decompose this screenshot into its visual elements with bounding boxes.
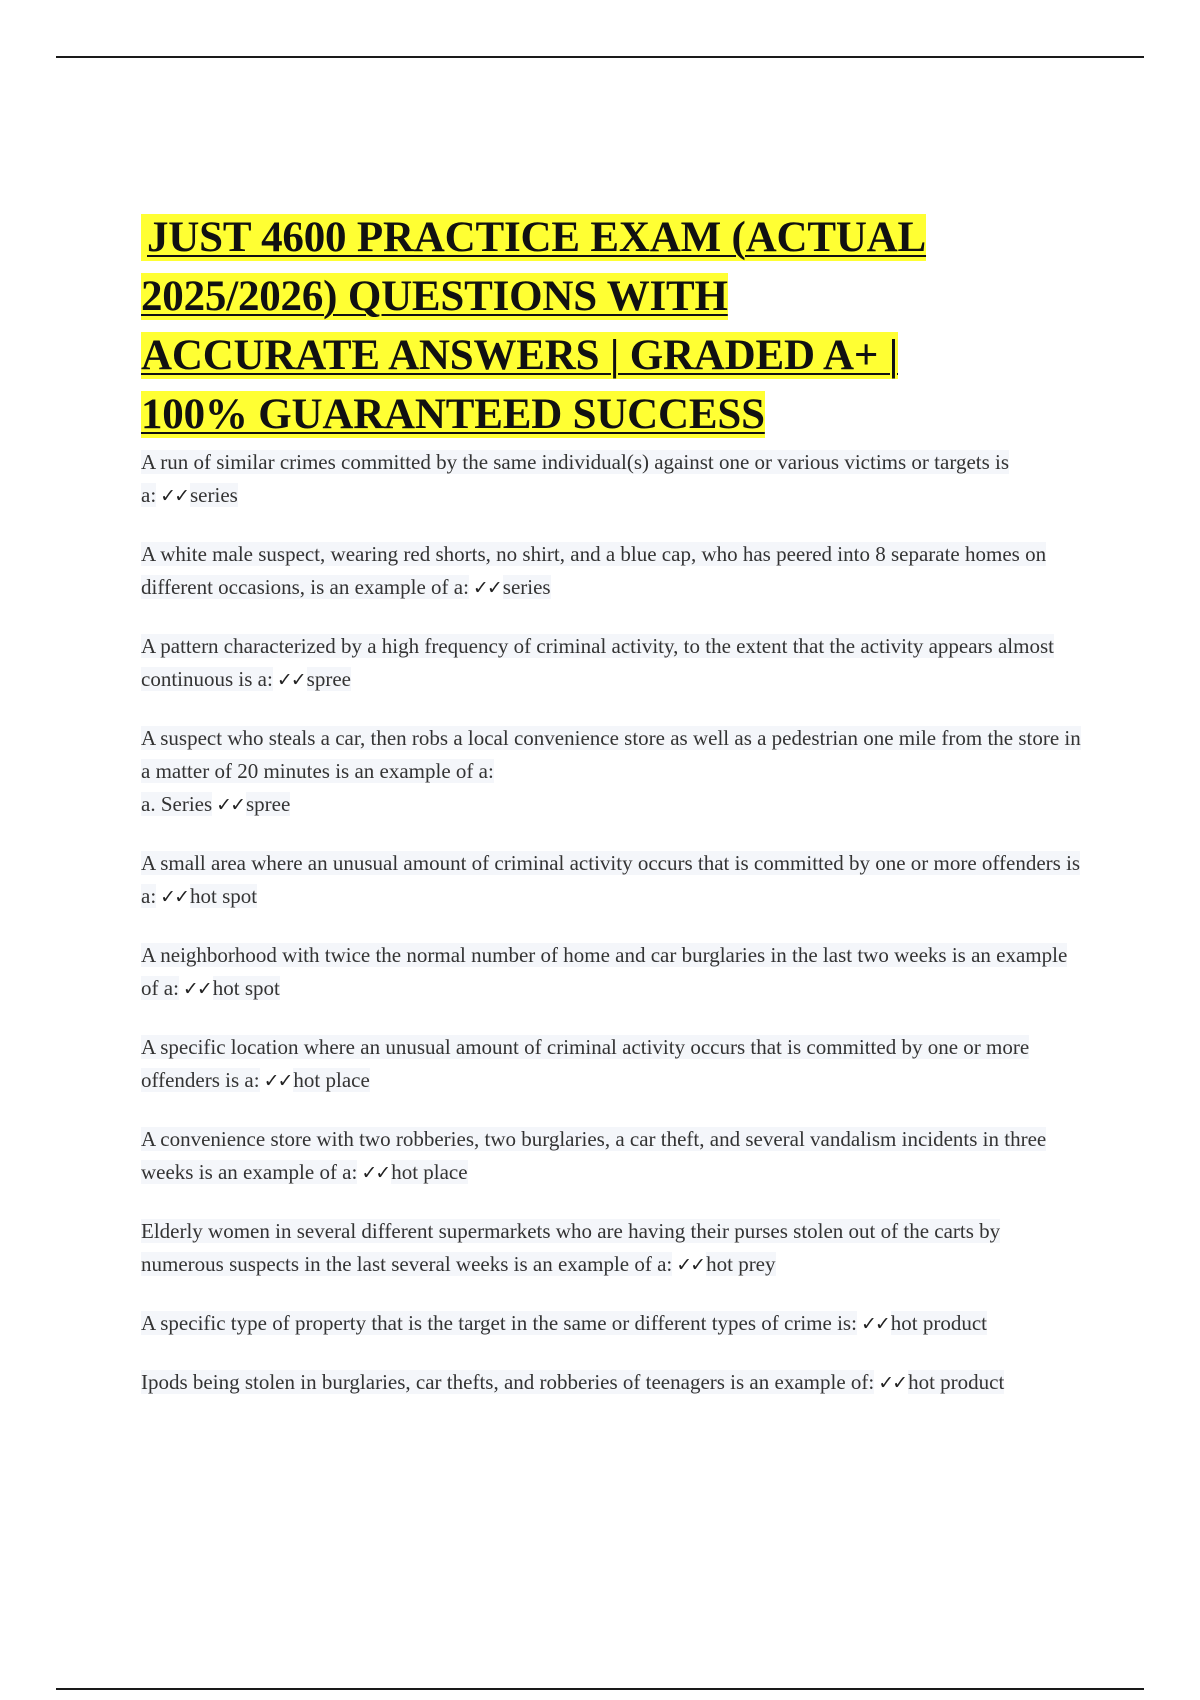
question-text: A neighborhood with twice the normal number of home and car burglaries in the last two weeks is an example of a: — [141, 943, 1068, 1000]
double-check-icon: ✓✓ — [276, 669, 305, 691]
answer-text: series — [502, 575, 551, 599]
question-text: A pattern characterized by a high frequency of criminal activity, to the extent that the activity appears almost continuous is a: — [141, 634, 1054, 691]
answer-text: spree — [246, 792, 291, 816]
answer-text: hot prey — [706, 1252, 776, 1276]
double-check-icon: ✓✓ — [182, 978, 211, 1000]
title-line-4: 100% GUARANTEED SUCCESS — [141, 391, 765, 438]
title-line-3: ACCURATE ANSWERS | GRADED A+ | — [141, 332, 898, 379]
double-check-icon: ✓✓ — [472, 577, 501, 599]
qa-item-8 — [141, 1123, 1081, 1190]
qa-item-7 — [141, 1031, 1081, 1098]
double-check-icon: ✓✓ — [216, 794, 244, 816]
answer-text: spree — [306, 667, 351, 691]
bottom-rule — [56, 1688, 1144, 1690]
double-check-icon: ✓✓ — [361, 1162, 390, 1184]
answer-text: hot product — [908, 1370, 1005, 1394]
double-check-icon: ✓✓ — [160, 485, 188, 507]
answer-text: series — [190, 483, 238, 507]
answer-text: hot spot — [212, 976, 280, 1000]
answer-text: hot spot — [190, 884, 258, 908]
question-text: Ipods being stolen in burglaries, car thefts, and robberies of teenagers is an example of: — [141, 1370, 875, 1394]
answer-text: hot place — [293, 1068, 370, 1092]
answer-text: hot product — [890, 1311, 988, 1335]
double-check-icon: ✓✓ — [860, 1313, 889, 1335]
question-answer-list — [141, 446, 1081, 1425]
qa-item-9 — [141, 1215, 1081, 1282]
double-check-icon: ✓✓ — [160, 886, 188, 908]
question-text: A suspect who steals a car, then robs a local convenience store as well as a pedestrian one mile from the store in a matter of 20 minutes is an example of a: — [141, 726, 1081, 783]
double-check-icon: ✓✓ — [263, 1070, 292, 1092]
top-rule — [56, 56, 1144, 58]
qa-item-1 — [141, 446, 1081, 513]
document-title — [141, 208, 1041, 444]
answer-option-text: a. Series — [141, 792, 213, 816]
qa-item-10 — [141, 1307, 1081, 1341]
qa-item-5 — [141, 847, 1081, 914]
qa-item-6 — [141, 939, 1081, 1006]
title-line-1: JUST 4600 PRACTICE EXAM (ACTUAL — [141, 208, 1041, 267]
question-text: A convenience store with two robberies, two burglaries, a car theft, and several vandalism incidents in three weeks is an example of a: — [141, 1127, 1047, 1184]
title-line-2: 2025/2026) QUESTIONS WITH — [141, 273, 728, 320]
qa-item-3 — [141, 630, 1081, 697]
question-text: Elderly women in several different supermarkets who are having their purses stolen out of the carts by numerous suspects in the last several weeks is an example of a: — [141, 1219, 1001, 1276]
answer-text: hot place — [391, 1160, 468, 1184]
qa-item-2 — [141, 538, 1081, 605]
question-text: A specific location where an unusual amount of criminal activity occurs that is committed by one or more offenders is a: — [141, 1035, 1030, 1092]
question-text: A run of similar crimes committed by the same individual(s) against one or various victims or targets is a: — [141, 450, 1010, 507]
question-text: A white male suspect, wearing red shorts, no shirt, and a blue cap, who has peered into 8 separate homes on different occasions, is an example of a: — [141, 542, 1047, 599]
double-check-icon: ✓✓ — [676, 1254, 705, 1276]
question-text: A small area where an unusual amount of criminal activity occurs that is committed by one or more offenders is a: — [141, 851, 1081, 908]
double-check-icon: ✓✓ — [878, 1372, 907, 1394]
question-text: A specific type of property that is the target in the same or different types of crime is: — [141, 1311, 857, 1335]
qa-item-4 — [141, 722, 1081, 822]
qa-item-11 — [141, 1366, 1081, 1400]
